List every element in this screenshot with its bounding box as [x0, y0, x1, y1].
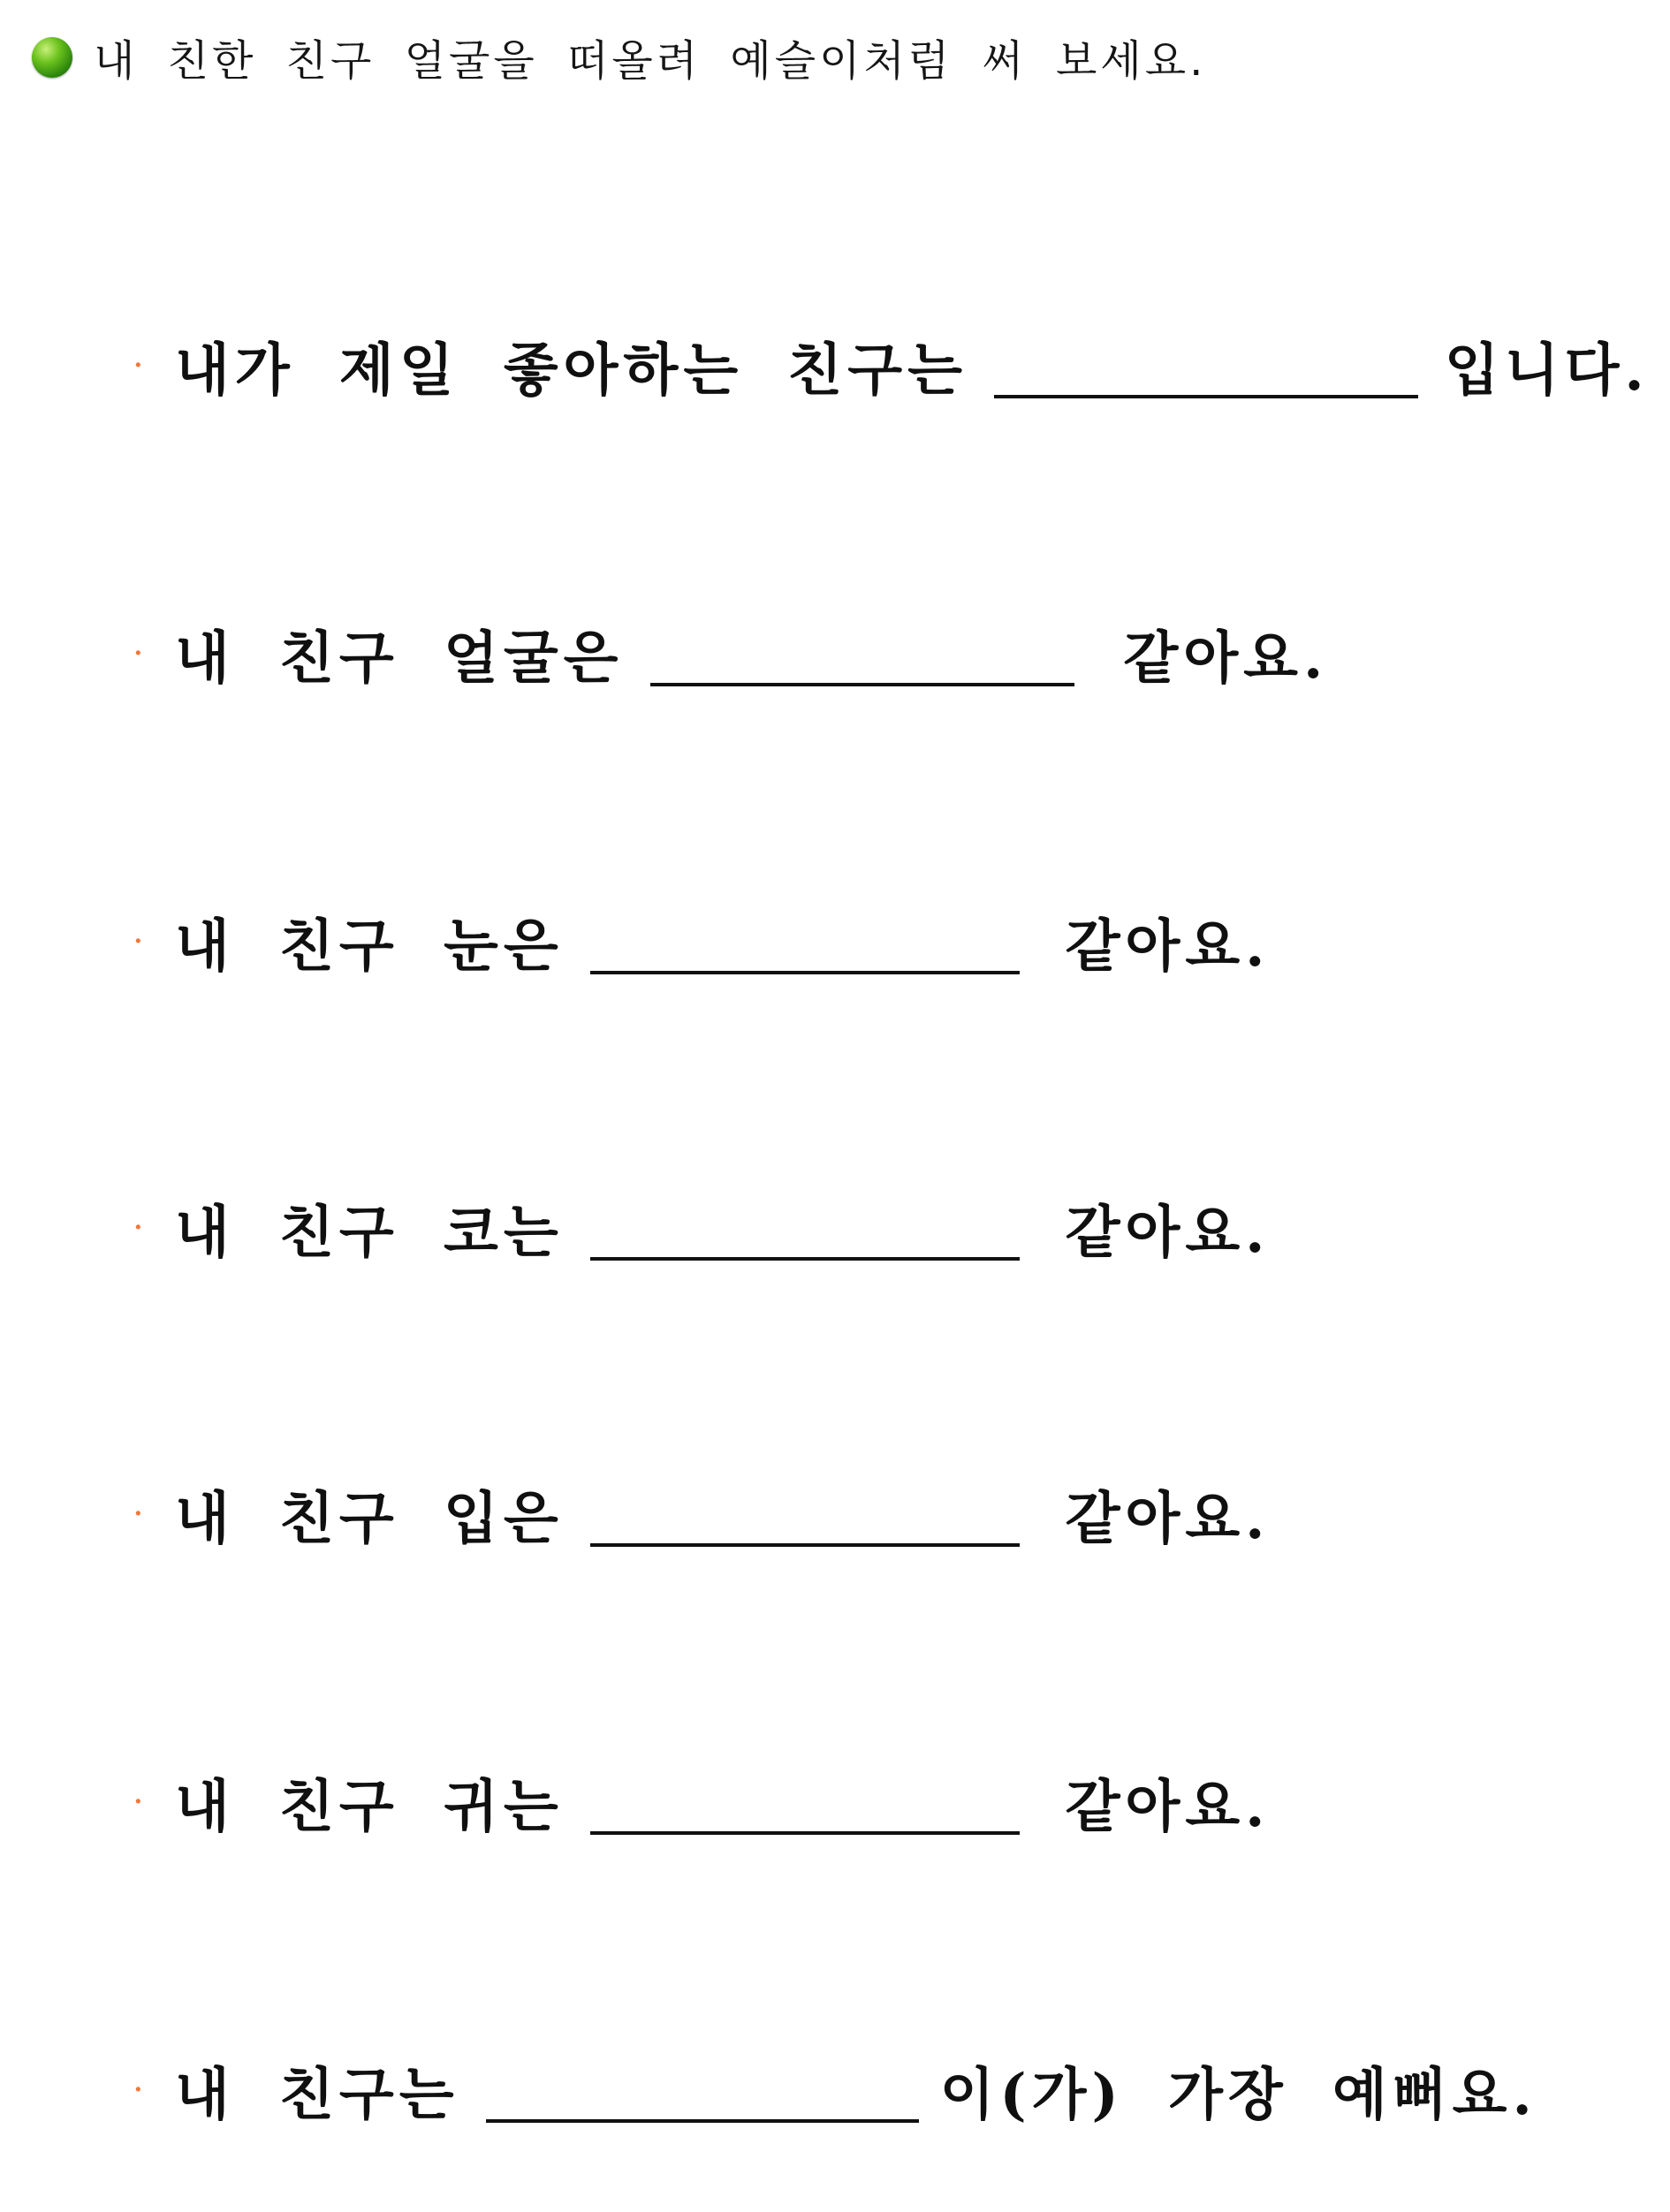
- answer-blank-mouth[interactable]: [590, 1481, 1020, 1547]
- answer-blank-face[interactable]: [650, 621, 1074, 686]
- bullet-dot: ·: [133, 1208, 144, 1248]
- sentence-start: 내 친구 얼굴은: [175, 625, 624, 692]
- sentence-friend-face: [133, 610, 1328, 698]
- instruction-text: 내 친한 친구 얼굴을 떠올려 예슬이처럼 써 보세요.: [94, 36, 1207, 86]
- sentence-friend-mouth: [133, 1470, 1270, 1558]
- bullet-dot: ·: [133, 1494, 144, 1534]
- answer-blank-eyes[interactable]: [590, 909, 1020, 974]
- sentence-end: 같아요.: [1065, 913, 1271, 980]
- sentence-friend-ears: [133, 1758, 1270, 1846]
- sentence-friend-nose: [133, 1184, 1270, 1272]
- answer-blank-ears[interactable]: [590, 1769, 1020, 1835]
- sentence-end: 이(가) 가장 예뻐요.: [939, 2062, 1537, 2128]
- bullet-dot: ·: [133, 633, 144, 674]
- bullet-dot: ·: [133, 921, 144, 962]
- answer-blank-nose[interactable]: [590, 1195, 1020, 1261]
- answer-blank-friend-name[interactable]: [994, 333, 1418, 398]
- sentence-friend-prettiest: [133, 2046, 1537, 2134]
- answer-blank-prettiest[interactable]: [486, 2057, 919, 2123]
- sentence-start: 내가 제일 좋아하는 친구는: [175, 337, 968, 404]
- sentence-start: 내 친구 귀는: [175, 1774, 564, 1840]
- sentence-start: 내 친구는: [175, 2062, 459, 2128]
- sentence-end: 입니다.: [1444, 337, 1650, 404]
- sentence-end: 같아요.: [1123, 625, 1329, 692]
- sentence-start: 내 친구 코는: [175, 1200, 564, 1266]
- instruction-header: [32, 27, 1206, 87]
- sentence-friend-eyes: [133, 898, 1270, 986]
- green-ball-icon: [32, 37, 72, 78]
- sentence-start: 내 친구 입은: [175, 1486, 564, 1552]
- sentence-start: 내 친구 눈은: [175, 913, 564, 980]
- bullet-dot: ·: [133, 2070, 144, 2110]
- sentence-favorite-friend: [133, 322, 1650, 410]
- sentence-end: 같아요.: [1065, 1486, 1271, 1552]
- sentence-end: 같아요.: [1065, 1774, 1271, 1840]
- bullet-dot: ·: [133, 1782, 144, 1822]
- sentence-end: 같아요.: [1065, 1200, 1271, 1266]
- bullet-dot: ·: [133, 345, 144, 386]
